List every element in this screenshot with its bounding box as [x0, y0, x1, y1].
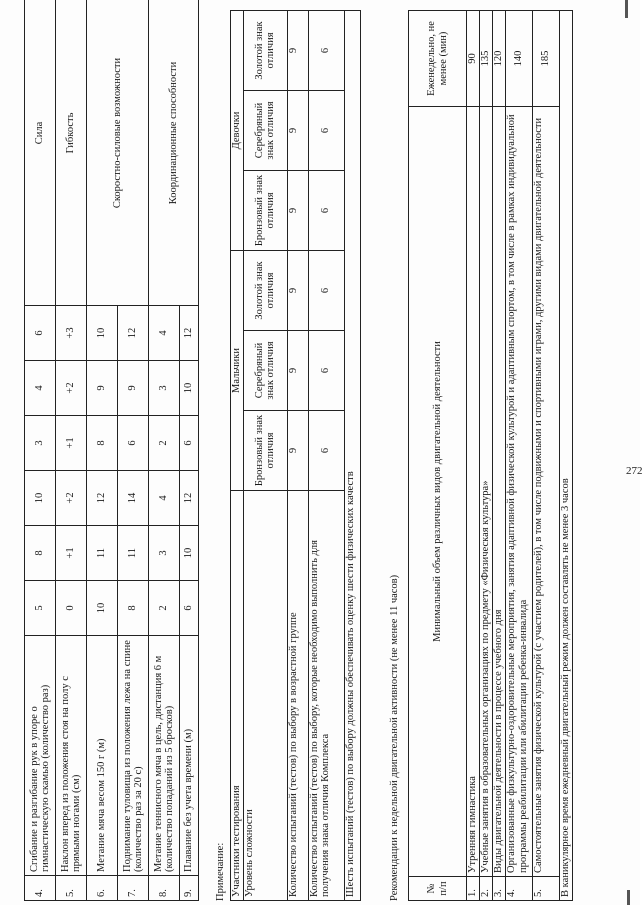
value-cell: +3	[56, 306, 87, 361]
table-row	[409, 11, 467, 901]
value-cell: 6	[308, 411, 344, 491]
level-label: Уровень сложности	[243, 491, 287, 901]
value-cell: 9	[287, 331, 308, 411]
table-row	[25, 0, 56, 901]
value-cell: 6	[308, 250, 344, 330]
value-cell: 3	[149, 526, 180, 581]
participants-label: Участники тестирования	[231, 491, 244, 901]
row-label: Количество испытаний (тестов) по выбору в возрастной группе	[287, 491, 308, 901]
quality-category: Гибкость	[56, 0, 87, 306]
girls-header: Девочки	[231, 10, 244, 250]
row-number: 5.	[533, 877, 560, 901]
value-cell: 9	[87, 361, 118, 416]
weekly-header: Еженедельно, не менее (мин)	[409, 11, 467, 107]
value-cell: 12	[118, 306, 149, 361]
value-cell: 9	[287, 170, 308, 250]
value-cell: 4	[149, 471, 180, 526]
test-name: Сгибание и разгибание рук в упоре о гимнастическую скамью (количество раз)	[25, 636, 56, 876]
value-cell: 8	[25, 526, 56, 581]
table-row	[243, 10, 287, 900]
value-cell: +2	[56, 471, 87, 526]
standards-table	[24, 0, 199, 901]
scan-artifact	[627, 890, 630, 905]
minutes-value: 135	[480, 11, 493, 107]
value-cell: 6	[118, 416, 149, 471]
minutes-value: 120	[493, 11, 506, 107]
value-cell: 10	[180, 526, 199, 581]
row-number: 6.	[87, 876, 118, 901]
badge-header: Золотой знак отличия	[243, 250, 287, 330]
value-cell: 9	[287, 90, 308, 170]
holiday-note: В каникулярное время ежедневный двигательный режим должен составлять не менее 3 часов	[560, 11, 573, 901]
table-row	[87, 0, 118, 901]
value-cell: 9	[287, 411, 308, 491]
activity-table	[408, 10, 573, 901]
badge-header: Серебряный знак отличия	[243, 331, 287, 411]
number-header: № п/п	[409, 877, 467, 901]
boys-header: Мальчики	[231, 250, 244, 490]
value-cell: 6	[308, 331, 344, 411]
value-cell: 10	[87, 581, 118, 636]
value-cell: +1	[56, 526, 87, 581]
value-cell: 10	[180, 361, 199, 416]
activity-description: Утренняя гимнастика	[467, 107, 480, 877]
value-cell: 12	[87, 471, 118, 526]
recommendations-title: Рекомендации к недельной двигательной активности (не менее 11 часов)	[389, 574, 400, 901]
table-row	[480, 11, 493, 901]
test-name: Плавание без учета времени (м)	[180, 636, 199, 876]
test-name: Метание мяча весом 150 г (м)	[87, 636, 118, 876]
value-cell: 3	[25, 416, 56, 471]
table-row	[506, 11, 533, 901]
row-number: 2.	[480, 877, 493, 901]
value-cell: 6	[180, 416, 199, 471]
minutes-value: 185	[533, 11, 560, 107]
table-row	[231, 10, 244, 900]
badge-header: Серебряный знак отличия	[243, 90, 287, 170]
table-row	[287, 10, 308, 900]
badge-header: Золотой знак отличия	[243, 10, 287, 90]
activity-description: Организованные физкультурно-оздоровительные мероприятия, занятия адаптивной физической культурой и адаптивным спортом, в том числе в рамках индивидуальной программы реабилитации или абилитации ребенка-инвалида	[506, 107, 533, 877]
row-number: 1.	[467, 877, 480, 901]
value-cell: 3	[149, 361, 180, 416]
value-cell: 6	[308, 90, 344, 170]
value-cell: 12	[180, 306, 199, 361]
minutes-value: 90	[467, 11, 480, 107]
table-row	[533, 11, 560, 901]
test-name: Метание теннисного мяча в цель, дистанция 6 м (количество попаданий из 5 бросков)	[149, 636, 180, 876]
value-cell: 8	[118, 581, 149, 636]
badge-header: Бронзовый знак отличия	[243, 411, 287, 491]
activity-description: Самостоятельные занятия физической культурой (с участием родителей), в том числе подвижными и спортивными играми, другими видами двигательной деятельности	[533, 107, 560, 877]
scan-artifact	[625, 0, 628, 18]
value-cell: 12	[180, 471, 199, 526]
row-number: 8.	[149, 876, 180, 901]
value-cell: 6	[308, 170, 344, 250]
table-row	[344, 10, 360, 900]
row-number: 9.	[180, 876, 199, 901]
table-row	[493, 11, 506, 901]
row-number: 7.	[118, 876, 149, 901]
value-cell: 2	[149, 416, 180, 471]
badge-header: Бронзовый знак отличия	[243, 170, 287, 250]
table-row	[308, 10, 344, 900]
value-cell: 9	[118, 361, 149, 416]
value-cell: +1	[56, 416, 87, 471]
value-cell: 8	[87, 416, 118, 471]
value-cell: 6	[180, 581, 199, 636]
value-cell: 6	[308, 10, 344, 90]
value-cell: 6	[25, 306, 56, 361]
activity-description: Виды двигательной деятельности в процессе учебного дня	[493, 107, 506, 877]
activity-description: Учебные занятия в образовательных организациях по предмету «Физическая культура»	[480, 107, 493, 877]
quality-category: Скоростно-силовые возможности	[87, 0, 149, 306]
note-table	[230, 10, 361, 901]
value-cell: 14	[118, 471, 149, 526]
table-row	[149, 0, 180, 901]
value-cell: 10	[25, 471, 56, 526]
page-number: 272	[626, 465, 643, 477]
row-label: Шесть испытаний (тестов) по выбору должны обеспечивать оценку шести физических качеств	[344, 10, 360, 900]
row-number: 5.	[56, 876, 87, 901]
row-number: 4.	[506, 877, 533, 901]
value-cell: +2	[56, 361, 87, 416]
table-row	[560, 11, 573, 901]
value-cell: 5	[25, 581, 56, 636]
table-row	[467, 11, 480, 901]
test-name: Поднимание туловища из положения лежа на спине (количество раз за 20 с)	[118, 636, 149, 876]
value-cell: 2	[149, 581, 180, 636]
quality-category: Сила	[25, 0, 56, 306]
row-number: 3.	[493, 877, 506, 901]
quality-category: Координационные способности	[149, 0, 199, 306]
value-cell: 4	[149, 306, 180, 361]
value-cell: 9	[287, 250, 308, 330]
minutes-value: 140	[506, 11, 533, 107]
value-cell: 11	[118, 526, 149, 581]
value-cell: 9	[287, 10, 308, 90]
row-label: Количество испытаний (тестов) по выбору, которые необходимо выполнить для получения знака отличия Комплекса	[308, 491, 344, 901]
value-cell: 10	[87, 306, 118, 361]
test-name: Наклон вперед из положения стоя на полу с прямыми ногами (см)	[56, 636, 87, 876]
description-header: Минимальный объем различных видов двигательной деятельности	[409, 107, 467, 877]
row-number: 4.	[25, 876, 56, 901]
value-cell: 0	[56, 581, 87, 636]
value-cell: 4	[25, 361, 56, 416]
value-cell: 11	[87, 526, 118, 581]
note-label: Примечание:	[215, 842, 226, 901]
table-row	[56, 0, 87, 901]
